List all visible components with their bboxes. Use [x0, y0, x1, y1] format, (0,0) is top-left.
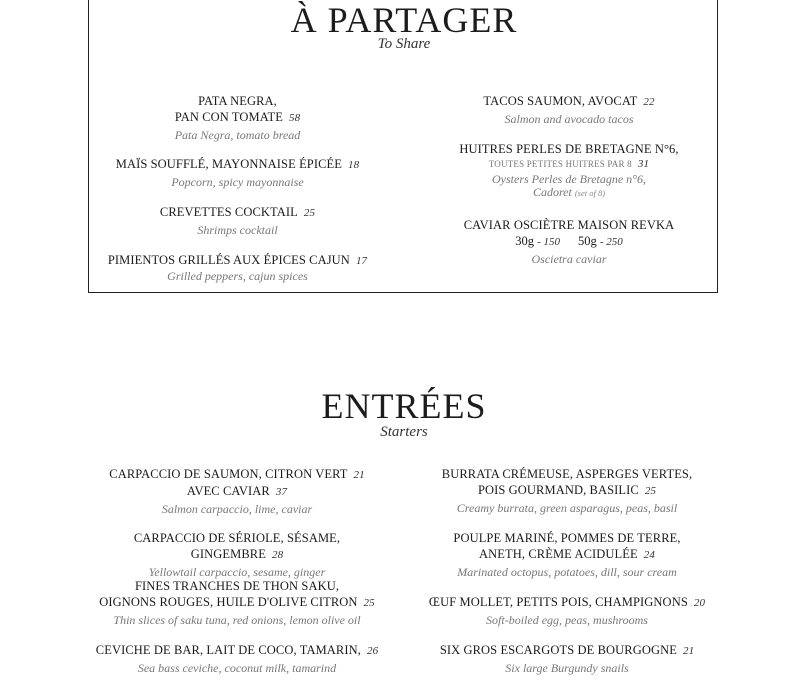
item-price: 31 — [637, 158, 650, 170]
item-name-text: PIMIENTOS GRILLÉS AUX ÉPICES CAJUN — [107, 253, 350, 267]
item-price: 25 — [303, 207, 316, 219]
menu-item — [100, 156, 375, 190]
item-description-text: Cadoret — [532, 185, 572, 199]
item-description-note: (set of 8) — [574, 188, 606, 198]
item-description: Pata Negra, tomato bread — [174, 128, 301, 142]
item-name: CAVIAR OSCIÈTRE MAISON REVKA — [463, 218, 675, 232]
option-weight: 50g — [578, 234, 597, 248]
item-name: PATA NEGRA, — [198, 94, 277, 108]
item-price: 20 — [693, 597, 706, 609]
item-description: Sea bass ceviche, coconut milk, tamarind — [137, 661, 337, 675]
item-name-text: SIX GROS ESCARGOTS DE BOURGOGNE — [439, 643, 677, 657]
item-price: 21 — [353, 469, 365, 481]
menu-item — [418, 466, 716, 516]
item-name-text: TACOS SAUMON, AVOCAT — [483, 94, 638, 108]
item-description: Shrimps cocktail — [197, 223, 278, 237]
item-name-text: MAÏS SOUFFLÉ, MAYONNAISE ÉPICÉE — [115, 157, 343, 171]
item-name-line2 — [418, 482, 716, 499]
item-price: 22 — [643, 96, 655, 108]
item-description: Oscietra caviar — [531, 252, 607, 266]
item-name-line — [88, 642, 386, 659]
item-description: Oysters Perles de Bretagne n°6, — [492, 172, 646, 186]
item-price: 18 — [348, 159, 360, 171]
menu-item — [418, 594, 716, 628]
option-weight: 30g — [515, 234, 534, 248]
item-name-text: POIS GOURMAND, BASILIC — [477, 483, 639, 497]
menu-item — [430, 93, 708, 127]
item-price: 21 — [682, 645, 695, 657]
item-name: FINES TRANCHES DE THON SAKU, — [134, 579, 340, 593]
option-price: - 250 — [599, 236, 623, 248]
item-price: 17 — [355, 255, 368, 267]
item-name-text: CEVICHE DE BAR, LAIT DE COCO, TAMARIN, — [95, 643, 361, 657]
item-name-text: ANETH, CRÈME ACIDULÉE — [479, 547, 638, 561]
caviar-options — [430, 233, 708, 250]
menu-item — [100, 204, 375, 238]
menu-item — [88, 530, 386, 580]
menu-item — [418, 642, 716, 676]
item-description: Thin slices of saku tuna, red onions, lemon olive oil — [113, 613, 361, 627]
option-price: - 150 — [537, 236, 560, 248]
item-name-text: PAN CON TOMATE — [174, 110, 283, 124]
entrees-title: ENTRÉES — [321, 386, 487, 426]
item-price: 37 — [275, 486, 288, 498]
item-name-line — [88, 530, 386, 563]
item-name-line — [100, 204, 375, 221]
menu-item — [430, 217, 708, 267]
item-description: Popcorn, spicy mayonnaise — [171, 175, 304, 189]
item-description: Marinated octopus, potatoes, dill, sour cream — [457, 565, 677, 579]
item-price: 58 — [288, 112, 301, 124]
menu-item — [88, 642, 386, 676]
menu-item — [100, 252, 375, 284]
item-name-line2 — [418, 546, 716, 563]
item-description: Salmon carpaccio, lime, caviar — [161, 502, 313, 516]
item-price: 25 — [363, 597, 375, 609]
item-name-line2 — [100, 109, 375, 126]
menu-item — [88, 466, 386, 517]
item-subline — [430, 157, 708, 171]
item-description: Creamy burrata, green asparagus, peas, basil — [456, 501, 678, 515]
item-name-text: CREVETTES COCKTAIL — [159, 205, 298, 219]
item-name-line — [430, 93, 708, 110]
item-name-line — [88, 466, 386, 483]
item-name-text: ŒUF MOLLET, PETITS POIS, CHAMPIGNONS — [428, 595, 688, 609]
item-name: BURRATA CRÉMEUSE, ASPERGES VERTES, — [441, 467, 693, 481]
menu-item — [418, 530, 716, 580]
item-description: Grilled peppers, cajun spices — [167, 269, 308, 283]
item-price: 26 — [366, 645, 379, 657]
item-name-text: CARPACCIO DE SAUMON, CITRON VERT — [109, 467, 348, 481]
item-name-line — [418, 594, 716, 611]
item-name-line2 — [88, 483, 386, 500]
menu-item — [430, 141, 708, 200]
item-name-line — [100, 252, 375, 269]
item-price: 24 — [643, 549, 655, 561]
item-name: HUITRES PERLES DE BRETAGNE N°6, — [459, 142, 679, 156]
item-name-line2 — [88, 594, 386, 611]
item-name-text: OIGNONS ROUGES, HUILE D'OLIVE CITRON — [99, 595, 358, 609]
menu-item — [100, 93, 375, 143]
item-description: Salmon and avocado tacos — [504, 112, 634, 126]
partager-subtitle: To Share — [377, 36, 431, 52]
item-description: Soft-boiled egg, peas, mushrooms — [486, 613, 648, 627]
item-price: 25 — [644, 485, 657, 497]
item-description-line2 — [430, 186, 708, 200]
item-description: Six large Burgundy snails — [505, 661, 629, 675]
entrees-subtitle: Starters — [380, 424, 428, 440]
menu-item — [88, 578, 386, 628]
item-name-text: CARPACCIO DE SÉRIOLE, SÉSAME, GINGEMBRE — [133, 531, 341, 561]
item-name-line — [418, 642, 716, 659]
partager-title: À PARTAGER — [290, 0, 518, 40]
item-name: POULPE MARINÉ, POMMES DE TERRE, — [453, 531, 681, 545]
item-name-text: AVEC CAVIAR — [186, 484, 270, 498]
item-name-line — [100, 156, 375, 173]
item-description: Yellowtail carpaccio, sesame, ginger — [148, 565, 326, 579]
item-subtext: TOUTES PETITES HUITRES PAR 8 — [488, 159, 632, 169]
item-price: 28 — [272, 549, 284, 561]
